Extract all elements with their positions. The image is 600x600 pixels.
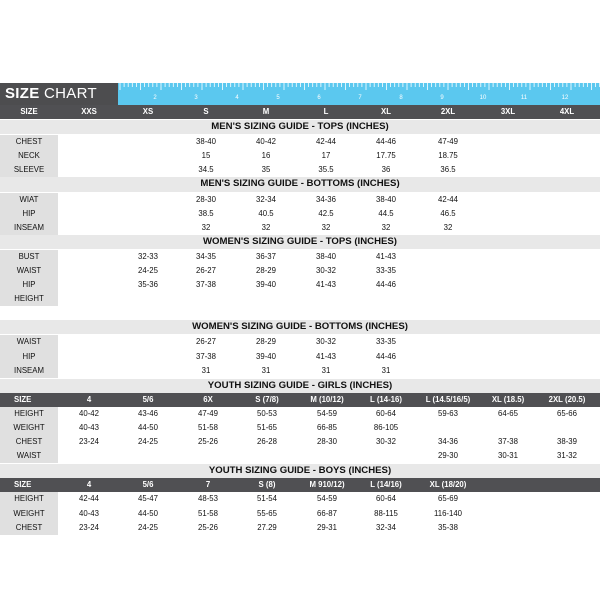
table-row [0,407,600,421]
table-cell: 54-59 [317,408,337,418]
column-header-row [0,393,600,407]
row-label: CHEST [0,521,58,535]
table-cell: 17.75 [376,151,396,161]
size-column-header: L (14-16) [370,394,402,404]
table-cell: 26-28 [257,437,277,447]
table-row [0,135,600,149]
size-column-header: XS [142,107,154,116]
table-cell: 31 [381,365,391,375]
table-cell: 25-26 [198,522,218,532]
table-cell: 42-44 [438,194,458,204]
table-cell: 24-25 [138,266,158,276]
size-column-header: S [203,107,209,116]
section-title: MEN'S SIZING GUIDE - TOPS (INCHES) [0,120,600,134]
table-cell: 35-36 [138,280,158,290]
table-cell: 36 [381,165,391,175]
table-cell: 40-43 [79,422,99,432]
ruler-number: 7 [358,95,362,101]
table-row [0,364,600,378]
table-cell: 41-43 [316,280,336,290]
table-cell: 51-58 [198,422,218,432]
table-cell: 31 [201,365,211,375]
table-cell: 29-31 [317,522,337,532]
table-cell: 40-43 [79,508,99,518]
column-header-row [0,105,600,119]
size-column-header: 5/6 [142,480,154,490]
section-title: YOUTH SIZING GUIDE - GIRLS (INCHES) [0,379,600,393]
table-cell: 48-53 [198,494,218,504]
table-cell: 47-49 [438,137,458,147]
table-cell: 65-69 [438,494,458,504]
ruler-number: 11 [520,95,528,101]
size-column-header: M 910/12) [309,480,345,490]
table-cell: 60-64 [376,408,396,418]
table-cell: 66-87 [317,508,337,518]
table-cell: 41-43 [376,251,396,261]
table-row [0,149,600,163]
table-cell: 50-53 [257,408,277,418]
row-label: HIP [0,207,58,221]
table-cell: 32-33 [138,251,158,261]
size-column-header: L (14/16) [370,480,402,490]
table-cell: 34-36 [316,194,336,204]
table-cell: 36-37 [256,251,276,261]
table-cell: 44-50 [138,508,158,518]
table-cell: 26-27 [196,266,216,276]
table-cell: 28-29 [256,337,276,347]
row-label: HIP [0,350,58,364]
table-cell: 45-47 [138,494,158,504]
table-cell: 38.5 [198,208,214,218]
title-bar [0,83,600,105]
ruler-number: 3 [194,95,198,101]
ruler-number: 12 [561,95,569,101]
table-cell: 44-46 [376,280,396,290]
table-row [0,350,600,364]
row-label: BUST [0,250,58,264]
table-cell: 38-40 [316,251,336,261]
section-gap [0,306,600,320]
table-cell: 15 [201,151,211,161]
size-column-header: S (7/8) [255,394,279,404]
row-label: NECK [0,149,58,163]
table-cell: 31-32 [557,451,577,461]
table-cell: 40-42 [256,137,276,147]
table-cell: 40.5 [258,208,274,218]
table-cell: 36.5 [440,165,456,175]
table-row [0,521,600,535]
table-cell: 38-40 [376,194,396,204]
ruler-number: 2 [153,95,157,101]
table-cell: 18.75 [438,151,458,161]
table-cell: 32-34 [376,522,396,532]
ruler-number: 8 [399,95,403,101]
table-cell: 37-38 [196,280,216,290]
table-row [0,250,600,264]
table-row [0,507,600,521]
table-cell: 25-26 [198,437,218,447]
table-cell: 43-46 [138,408,158,418]
table-cell: 44-46 [376,137,396,147]
size-column-header: XXS [81,107,97,116]
table-cell: 32 [443,222,453,232]
table-cell: 47-49 [198,408,218,418]
table-cell: 59-63 [438,408,458,418]
table-row [0,421,600,435]
row-label: HIP [0,278,58,292]
table-cell: 66-85 [317,422,337,432]
size-column-header: 2XL (20.5) [548,394,586,404]
table-cell: 30-32 [316,337,336,347]
table-row [0,207,600,221]
section-title: YOUTH SIZING GUIDE - BOYS (INCHES) [0,464,600,478]
row-label: CHEST [0,435,58,449]
table-cell: 35 [261,165,271,175]
row-label: HEIGHT [0,292,58,306]
table-cell: 64-65 [498,408,518,418]
table-cell: 34-35 [196,251,216,261]
table-cell: 42-44 [79,494,99,504]
table-cell: 33-35 [376,337,396,347]
table-cell: 29-30 [438,451,458,461]
size-header-label: SIZE [0,105,58,119]
table-cell: 28-29 [256,266,276,276]
table-cell: 42.5 [318,208,334,218]
size-header-label: SIZE [0,478,58,492]
table-cell: 30-32 [376,437,396,447]
table-cell: 32 [261,222,271,232]
table-cell: 38-40 [196,137,216,147]
table-row [0,435,600,449]
title-bold: SIZE [5,85,40,102]
table-cell: 23-24 [79,437,99,447]
row-label: WAIST [0,449,58,463]
table-cell: 41-43 [316,351,336,361]
table-cell: 51-58 [198,508,218,518]
size-chart [0,83,600,535]
chart-title [0,83,118,105]
size-column-header: M (10/12) [310,394,344,404]
table-cell: 30-32 [316,266,336,276]
table-cell: 28-30 [317,437,337,447]
table-row [0,163,600,177]
ruler-number: 6 [317,95,321,101]
size-column-header: 3XL [500,107,516,116]
table-cell: 37-38 [196,351,216,361]
size-column-header: M [262,107,270,116]
table-cell: 51-65 [257,422,277,432]
table-cell: 86-105 [373,422,399,432]
table-cell: 31 [261,365,271,375]
table-cell: 32 [381,222,391,232]
table-row [0,492,600,506]
table-cell: 88-115 [374,508,398,518]
table-cell: 37-38 [498,437,518,447]
table-row [0,335,600,349]
table-cell: 26-27 [196,337,216,347]
row-label: CHEST [0,135,58,149]
table-cell: 35.5 [318,165,334,175]
table-cell: 46.5 [440,208,456,218]
table-cell: 33-35 [376,266,396,276]
table-row [0,221,600,235]
row-label: WEIGHT [0,507,58,521]
table-row [0,278,600,292]
table-cell: 44.5 [378,208,394,218]
table-cell: 32-34 [256,194,276,204]
table-cell: 39-40 [256,351,276,361]
table-cell: 42-44 [316,137,336,147]
table-cell: 40-42 [79,408,99,418]
table-cell: 23-24 [79,522,99,532]
row-label: INSEAM [0,364,58,378]
table-row [0,449,600,463]
ruler-number: 9 [440,95,444,101]
size-header-label: SIZE [0,393,58,407]
table-cell: 34-36 [438,437,458,447]
size-column-header: 6X [203,394,213,404]
size-column-header: L (14.5/16/5) [425,394,471,404]
table-cell: 65-66 [557,408,577,418]
ruler-graphic [104,83,600,105]
table-cell: 32 [201,222,211,232]
table-cell: 116-140 [433,508,463,518]
section-title: WOMEN'S SIZING GUIDE - BOTTOMS (INCHES) [0,320,600,334]
size-column-header: 4 [86,394,92,404]
row-label: WAIST [0,264,58,278]
table-cell: 32 [321,222,331,232]
table-cell: 34.5 [198,165,214,175]
column-header-row [0,478,600,492]
row-label: HEIGHT [0,492,58,506]
ruler-number: 4 [235,95,239,101]
row-label: INSEAM [0,221,58,235]
table-row [0,264,600,278]
table-cell: 55-65 [257,508,277,518]
section-title: WOMEN'S SIZING GUIDE - TOPS (INCHES) [0,235,600,249]
table-cell: 30-31 [498,451,518,461]
table-cell: 17 [321,151,331,161]
size-column-header: XL [381,107,391,116]
row-label: WAIST [0,335,58,349]
size-column-header: 7 [205,480,211,490]
table-cell: 27.29 [257,522,277,532]
size-column-header: 4 [86,480,92,490]
title-light: CHART [44,85,97,102]
row-label: SLEEVE [0,163,58,177]
table-cell: 60-64 [376,494,396,504]
size-column-header: L [323,107,329,116]
table-cell: 35-38 [438,522,458,532]
table-cell: 24-25 [138,437,158,447]
size-column-header: XL (18.5) [491,394,525,404]
table-cell: 24-25 [138,522,158,532]
ruler-number: 10 [479,95,487,101]
row-label: WEIGHT [0,421,58,435]
size-column-header: XL (18/20) [429,480,467,490]
size-column-header: 2XL [440,107,456,116]
size-column-header: 4XL [559,107,575,116]
table-cell: 44-50 [138,422,158,432]
table-row [0,292,600,306]
size-column-header: 5/6 [142,394,154,404]
table-cell: 16 [261,151,271,161]
table-cell: 28-30 [196,194,216,204]
table-cell: 31 [321,365,331,375]
row-label: HEIGHT [0,407,58,421]
ruler-number: 5 [276,95,280,101]
row-label: WIAT [0,193,58,207]
table-cell: 51-54 [257,494,277,504]
table-cell: 39-40 [256,280,276,290]
section-title: MEN'S SIZING GUIDE - BOTTOMS (INCHES) [0,177,600,191]
table-row [0,193,600,207]
table-cell: 54-59 [317,494,337,504]
table-cell: 44-46 [376,351,396,361]
table-cell: 38-39 [557,437,577,447]
size-column-header: S (8) [258,480,276,490]
